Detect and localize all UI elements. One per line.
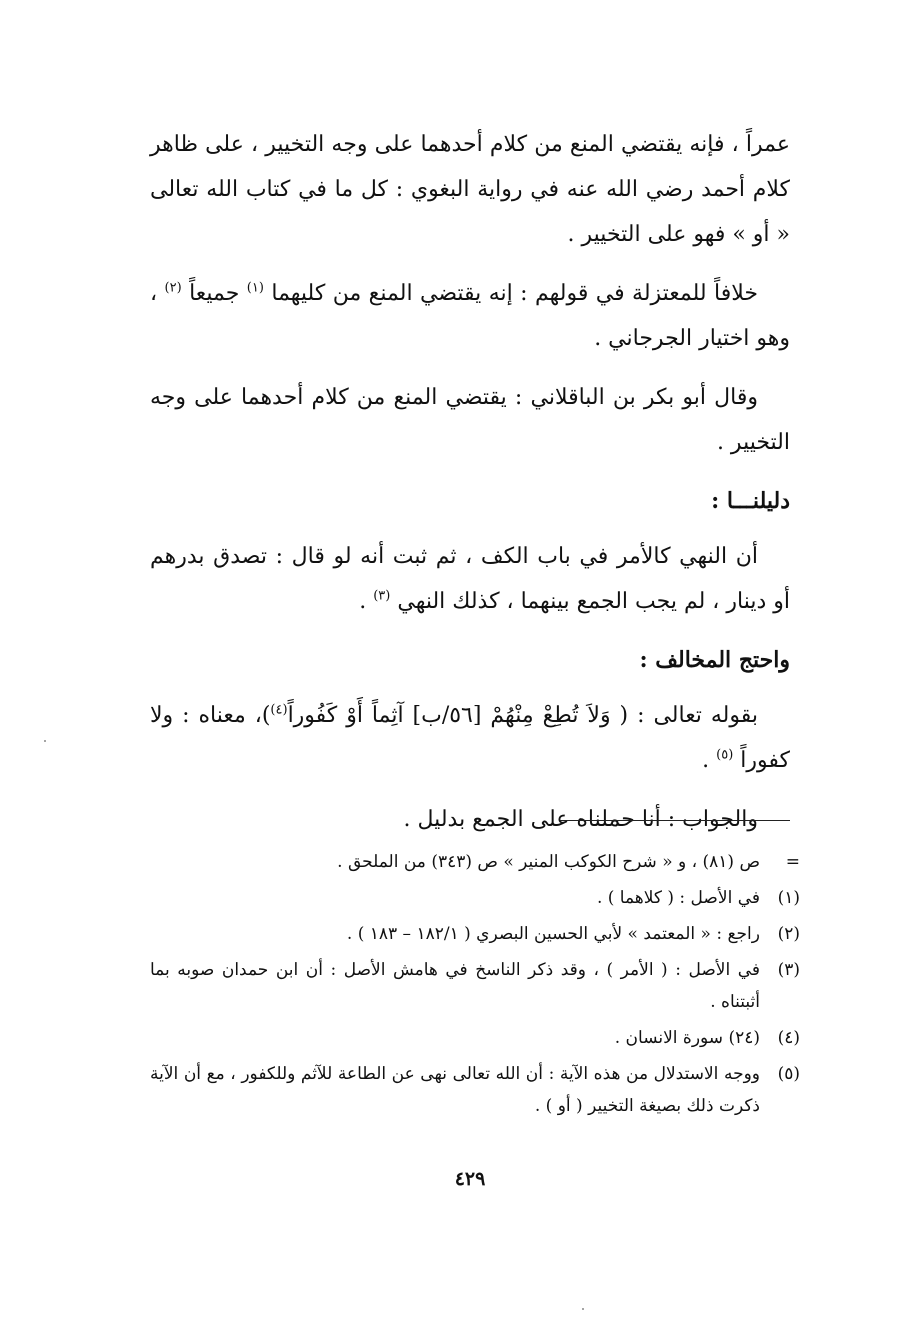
footnote-number: (٢) — [777, 924, 800, 944]
footnote-continued — [150, 846, 800, 878]
footnote-text: راجع : « المعتمد » لأبي الحسين البصري ( ١٨٢/١ – ١٨٣ ) . — [346, 924, 760, 944]
footnote-text: (٢٤) سورة الانسان . — [614, 1028, 760, 1048]
footnote-ref-3[interactable]: (٣) — [373, 588, 391, 604]
footnote-number: (١) — [777, 888, 800, 908]
footnote-4 — [150, 1022, 800, 1054]
paragraph-3: وقال أبو بكر بن الباقلاني : يقتضي المنع من كلام أحدهما على وجه التخيير . — [150, 385, 790, 455]
footnote-2 — [150, 918, 800, 950]
scan-speck — [44, 740, 46, 742]
footnote-text: ووجه الاستدلال من هذه الآية : أن الله تعالى نهى عن الطاعة للآثم وللكفور ، مع أن الآية ذكرت ذلك بصيغة التخيير ( أو ) . — [150, 1064, 760, 1116]
dalil-text: أن النهي كالأمر في باب الكف ، ثم ثبت أنه لو قال : تصدق بدرهم أو دينار ، لم يجب الجمع بينهما ، كذلك النهي — [150, 544, 790, 614]
page-number: ٤٢٩ — [454, 1168, 486, 1190]
heading-mukhalif: واحتج المخالف : — [639, 647, 790, 673]
footnote-number: = — [785, 852, 800, 872]
paragraph-2-word: جميعاً — [189, 281, 240, 306]
quote-meaning: معناه : ولا كفوراً — [150, 703, 790, 773]
paragraph-quote — [150, 693, 790, 783]
heading-dalil: دليلنـــا : — [711, 488, 790, 514]
footnote-text: في الأصل : ( كلاهما ) . — [596, 888, 760, 908]
footnote-text: ص (٨١) ، و « شرح الكوكب المنير » ص (٣٤٣) من الملحق . — [337, 852, 760, 872]
footnote-divider — [560, 820, 790, 821]
paragraph-2-text: خلافاً للمعتزلة في قولهم : إنه يقتضي المنع من كليهما — [271, 281, 758, 306]
footnote-ref-2[interactable]: (٢) — [164, 280, 182, 296]
main-text — [150, 122, 790, 856]
footnote-number: (٤) — [777, 1028, 800, 1048]
footnote-ref-4[interactable]: (٤) — [270, 702, 288, 718]
footnote-ref-1[interactable]: (١) — [246, 280, 264, 296]
paragraph-answer: والجواب : أنا حملناه على الجمع بدليل . — [403, 807, 758, 832]
quote-intro: بقوله تعالى : ( — [619, 703, 758, 728]
footnote-5 — [150, 1058, 800, 1122]
scan-speck — [582, 1308, 584, 1310]
footnote-ref-5[interactable]: (٥) — [716, 747, 734, 763]
quote-verse: وَلاَ تُطِعْ مِنْهُمْ [٥٦/ب] آثِماً أَوْ كَفُوراً — [287, 703, 611, 728]
footnote-text: في الأصل : ( الأمر ) ، وقد ذكر الناسخ في هامش الأصل : أن ابن حمدان صوبه بما أثبتناه . — [150, 960, 760, 1012]
dalil-end: . — [359, 589, 367, 614]
paragraph-2-end: ، وهو اختيار الجرجاني . — [150, 281, 790, 351]
footnote-3 — [150, 954, 800, 1018]
paragraph-2 — [150, 271, 790, 361]
paragraph-dalil — [150, 534, 790, 624]
footnotes — [150, 846, 800, 1126]
quote-close: )، — [254, 703, 271, 728]
footnote-number: (٣) — [777, 960, 800, 980]
paragraph-1: عمراً ، فإنه يقتضي المنع من كلام أحدهما على وجه التخيير ، على ظاهر كلام أحمد رضي الله عنه في رواية البغوي : كل ما في كتاب الله تعالى « أو » فهو على التخيير . — [150, 132, 790, 247]
footnote-1 — [150, 882, 800, 914]
quote-end: . — [702, 748, 710, 773]
footnote-number: (٥) — [777, 1064, 800, 1084]
